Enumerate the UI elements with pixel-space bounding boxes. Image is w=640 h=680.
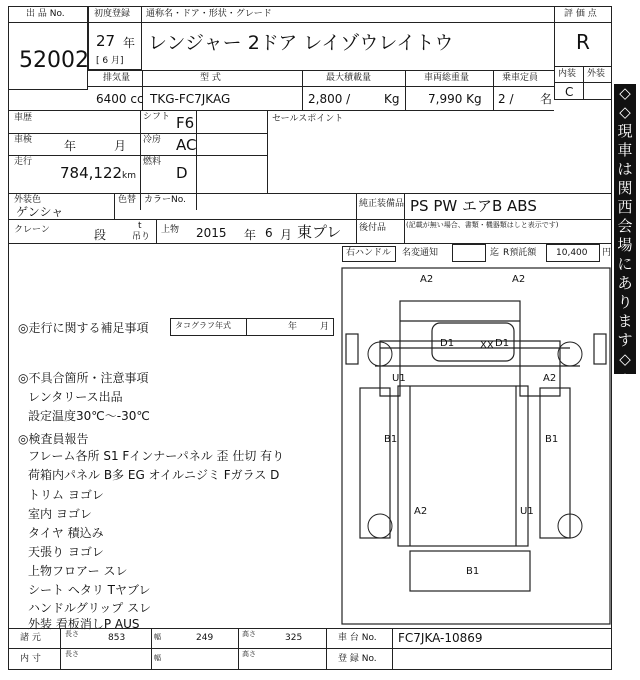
diagram-label: A2 (414, 506, 428, 517)
max-load-value: 2,800 / (308, 92, 351, 106)
inspection-year-unit: 年 (64, 139, 77, 153)
body-month-unit: 月 (280, 228, 293, 242)
aftermarket-note: (記載が無い場合、書類・機器類はしと表示です) (406, 221, 559, 229)
name-change-box (452, 244, 486, 262)
body-maker: 東プレ (297, 223, 342, 241)
tacho-label: タコグラフ年式 (175, 321, 231, 330)
lot-no-label: 出 品 No. (26, 9, 65, 19)
fuel-value: D (176, 164, 188, 182)
yen-unit: 円 (602, 248, 612, 258)
shift-value: F6 (176, 114, 195, 132)
first-reg-month: [ 6 月] (96, 56, 124, 66)
inspection-month-unit: 月 (114, 139, 127, 153)
displacement-value: 6400 cc (96, 92, 144, 106)
interior-label: 内装 (558, 69, 577, 79)
crane-label: クレーン (14, 225, 50, 235)
dims-height: 325 (285, 633, 303, 643)
crane-stage: 段 (94, 228, 107, 242)
body-label: 上物 (161, 225, 180, 235)
aircon-value: AC (176, 136, 197, 154)
inner-dims-label: 内 寸 (20, 654, 41, 664)
crane-ton: t (138, 221, 142, 231)
dims-length: 853 (108, 633, 126, 643)
diagram-label: A2 (512, 274, 526, 285)
truck-damage-diagram (340, 266, 612, 628)
body-month: 6 (265, 226, 273, 240)
diagram-label: B1 (384, 434, 398, 445)
crane-hang: 吊り (132, 232, 151, 242)
color-value: ゲンシャ (16, 205, 64, 219)
history-label: 車歴 (14, 113, 33, 123)
r-amount: 10,400 (556, 248, 588, 258)
inspector-line: 室内 ヨゴレ (28, 507, 92, 521)
interior-grade: C (565, 85, 574, 99)
mileage-unit: km (122, 171, 136, 181)
first-reg-label: 初度登録 (94, 9, 131, 19)
inspector-line: タイヤ 積込み (28, 526, 104, 540)
r-label: R預託額 (503, 248, 537, 258)
inspector-line: 荷箱内パネル B多 EG オイルニジミ Fガラス D (28, 468, 280, 482)
diagram-label: XX (480, 340, 494, 351)
inspection-label: 車検 (14, 135, 33, 145)
exterior-label: 外装 (587, 69, 606, 79)
mileage-label: 走行 (14, 157, 33, 167)
grade-label: 評 価 点 (564, 9, 597, 19)
tacho-year-unit: 年 (288, 322, 298, 332)
diagram-label: B1 (466, 566, 480, 577)
name-change-label: 名変通知 (402, 248, 439, 258)
diagram-label: A2 (420, 274, 434, 285)
model-label: 型 式 (200, 73, 221, 83)
mileage-value: 784,122 (60, 164, 123, 182)
defect-line-2: 設定温度30℃～-30℃ (28, 409, 150, 423)
max-load-unit: Kg (384, 92, 400, 106)
overall-grade: R (576, 30, 590, 54)
first-reg-year-unit: 年 (123, 36, 136, 50)
body-year: 2015 (196, 226, 227, 240)
dims-width: 249 (196, 633, 214, 643)
right-handle: 右ハンドル (346, 248, 392, 258)
capacity-unit: 名 (540, 92, 553, 106)
color-label: 外装色 (14, 195, 42, 205)
venue-notice-bar (614, 84, 636, 387)
displacement-label: 排気量 (103, 73, 131, 83)
equipment-value: PS PW エアB ABS (410, 197, 537, 215)
aircon-label: 冷房 (143, 135, 162, 145)
dims-label: 諸 元 (20, 633, 41, 643)
reg-no-label: 登 録 No. (338, 654, 377, 664)
gross-weight-value: 7,990 Kg (428, 92, 482, 106)
inspector-line: 上物フロアー スレ (28, 564, 128, 578)
diagram-label: U1 (520, 506, 534, 517)
capacity-label: 乗車定員 (502, 73, 539, 83)
diagram-label: D1 (495, 338, 510, 349)
aftermarket-label: 後付品 (359, 223, 387, 233)
max-load-label: 最大積載量 (326, 73, 372, 83)
sales-point-label: セールスポイント (272, 114, 344, 124)
inner-width-label: 幅 (154, 654, 161, 662)
dims-height-label: 高さ (242, 630, 256, 638)
gross-weight-label: 車両総重量 (424, 73, 470, 83)
lot-number: 52002 (19, 48, 89, 73)
inspector-line: フレーム各所 S1 Fインナーパネル 歪 仕切 有り (28, 449, 285, 463)
diagram-label: U1 (392, 373, 406, 384)
driving-notes-title: ◎走行に関する補足事項 (18, 321, 149, 335)
inner-height-label: 高さ (242, 650, 256, 658)
model-value: TKG-FC7JKAG (150, 92, 231, 106)
inspector-line: トリム ヨゴレ (28, 488, 104, 502)
chassis-label: 車 台 No. (338, 633, 377, 643)
inspector-line: 天張り ヨゴレ (28, 545, 104, 559)
shift-label: シフト (143, 112, 171, 122)
inspector-line: シート ヘタリ Tヤブレ (28, 583, 151, 597)
defect-line-1: レンタリース出品 (28, 390, 123, 404)
dims-width-label: 幅 (154, 633, 161, 641)
dims-length-label: 長さ (65, 630, 79, 638)
inspector-line: 外装 看板消しP AUS (28, 617, 140, 631)
fuel-label: 燃料 (143, 157, 162, 167)
chassis-no: FC7JKA-10869 (398, 631, 483, 645)
body-year-unit: 年 (244, 228, 257, 242)
first-reg-year: 27 (96, 32, 116, 50)
car-name: レンジャー 2ドア レイゾウレイトウ (148, 32, 454, 54)
inspector-line: ハンドルグリップ スレ (28, 601, 152, 615)
inner-length-label: 長さ (65, 650, 79, 658)
color-change-label: 色替 (118, 195, 137, 205)
diagram-label: A2 (543, 373, 557, 384)
diagram-label: D1 (440, 338, 455, 349)
equipment-label: 純正装備品 (359, 199, 405, 209)
capacity-value: 2 / (498, 92, 514, 106)
diagram-label: B1 (545, 434, 559, 445)
deadline-label: 迄 (490, 248, 500, 258)
venue-notice-text: ◇ ◇ 現 車 は 関 西 会 場 に あ り ま す ◇ ◇ (617, 84, 633, 387)
inspector-title: ◎検査員報告 (18, 432, 89, 446)
color-code-label: カラーNo. (144, 195, 186, 205)
defect-title: ◎不具合箇所・注意事項 (18, 371, 149, 385)
tacho-month-unit: 月 (320, 322, 330, 332)
car-name-label: 通称名・ドア・形状・グレード (146, 9, 272, 19)
